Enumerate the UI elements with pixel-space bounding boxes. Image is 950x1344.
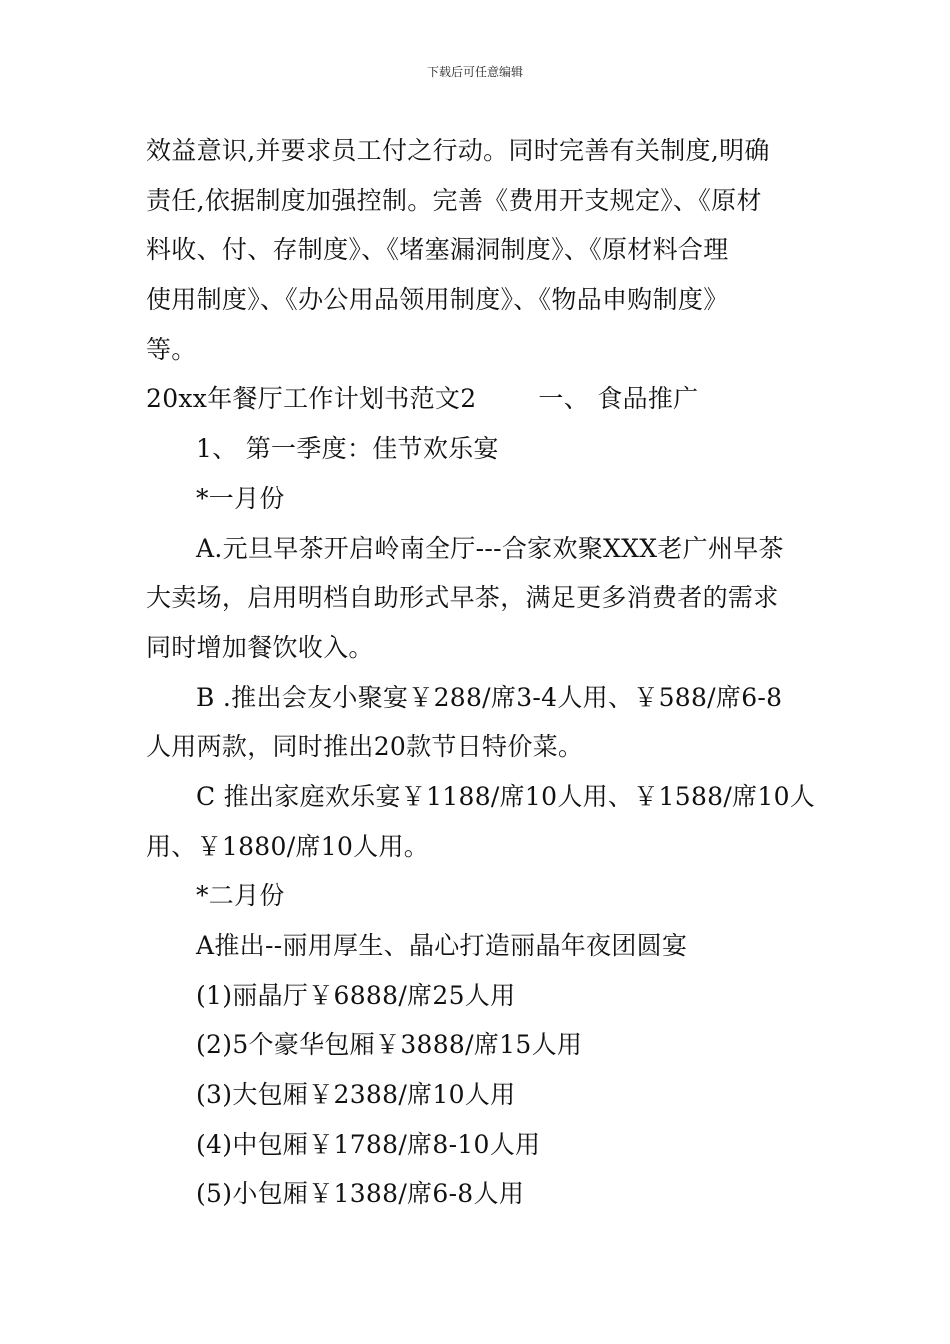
section-heading-line (146, 374, 810, 424)
list-item: (5)小包厢￥1388/席6-8人用 (196, 1179, 525, 1209)
text-line: A.元旦早茶开启岭南全厅---合家欢聚XXX老广州早茶 (196, 533, 784, 563)
text-line: 用、￥1880/席10人用。 (146, 831, 430, 861)
list-item: (2)5个豪华包厢￥3888/席15人用 (196, 1030, 583, 1060)
text-line: 等。 (146, 334, 197, 364)
text-line: B .推出会友小聚宴￥288/席3-4人用、￥588/席6-8 (196, 682, 783, 712)
subsection-heading: 1、 第一季度：佳节欢乐宴 (196, 434, 499, 464)
month-heading: *一月份 (196, 483, 285, 513)
section-heading: 一、 食品推广 (538, 384, 699, 414)
document-body (146, 126, 816, 1219)
list-item: (4)中包厢￥1788/席8-10人用 (196, 1129, 541, 1159)
list-item: (1)丽晶厅￥6888/席25人用 (196, 980, 516, 1010)
text-line: 大卖场，启用明档自助形式早茶，满足更多消费者的需求 (146, 583, 779, 613)
page-header-note: 下载后可任意编辑 (426, 65, 523, 79)
text-line: 人用两款，同时推出20款节日特价菜。 (146, 732, 584, 762)
text-line: 责任,依据制度加强控制。完善《费用开支规定》、《原材 (146, 185, 762, 215)
text-line: 料收、付、存制度》、《堵塞漏洞制度》、《原材料合理 (146, 235, 729, 265)
text-line: C 推出家庭欢乐宴￥1188/席10人用、￥1588/席10人 (196, 781, 816, 811)
text-line: A推出--丽用厚生、晶心打造丽晶年夜团圆宴 (196, 931, 688, 960)
text-line: 使用制度》、《办公用品领用制度》、《物品申购制度》 (146, 285, 729, 315)
article-title: 20xx年餐厅工作计划书范文2 (146, 384, 477, 414)
text-line: 同时增加餐饮收入。 (146, 632, 374, 662)
list-item: (3)大包厢￥2388/席10人用 (196, 1080, 516, 1110)
month-heading: *二月份 (196, 881, 285, 911)
text-line: 效益意识,并要求员工付之行动。同时完善有关制度,明确 (146, 136, 770, 165)
